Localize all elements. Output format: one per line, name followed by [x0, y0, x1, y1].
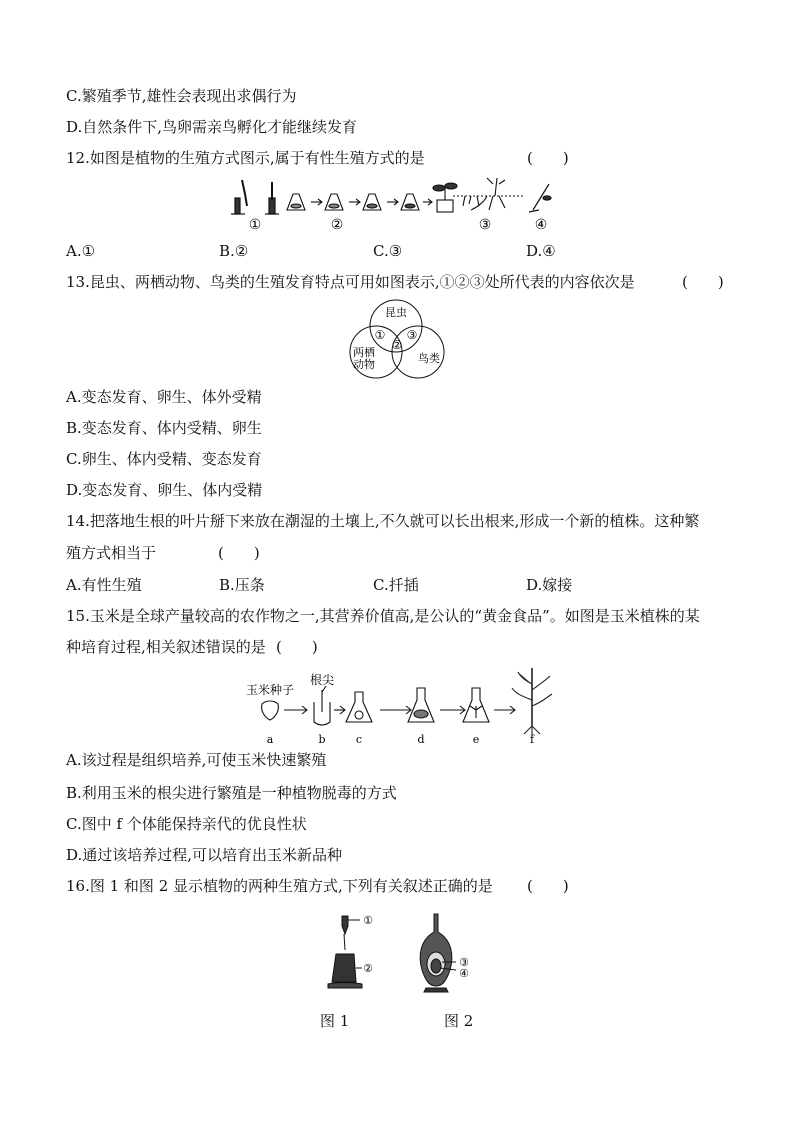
q14-option-b: B.压条: [219, 576, 265, 594]
q13-option-d: D.变态发育、卵生、体内受精: [66, 481, 263, 499]
q14-answer-paren: ( ): [218, 544, 260, 562]
q12-figure: [225, 176, 565, 234]
q16-figure-2: [412, 912, 476, 996]
q15-option-d: D.通过该培养过程,可以培育出玉米新品种: [66, 846, 343, 864]
q14-option-c: C.扦插: [373, 576, 419, 594]
q13-option-b: B.变态发育、体内受精、卵生: [66, 419, 262, 437]
q16-scion: [342, 916, 348, 934]
q12-fig3-layering: [453, 178, 525, 210]
q12-stem: 12.如图是植物的生殖方式图示,属于有性生殖方式的是: [66, 149, 425, 167]
q12-fig1-grafting: [231, 180, 279, 214]
q12-fig-label-4: ④: [534, 217, 548, 233]
q15-answer-paren: ( ): [276, 638, 318, 656]
q15-figure: [240, 664, 560, 746]
q16-marker-2: ②: [363, 962, 373, 975]
q16-caption-fig2: 图 2: [444, 1012, 474, 1030]
q12-option-a: A.①: [66, 242, 96, 260]
q11-option-d: D.自然条件下,鸟卵需亲鸟孵化才能继续发育: [66, 118, 358, 136]
q15-step-a: a: [266, 733, 274, 746]
venn-amphibians-1: 两栖: [353, 346, 375, 359]
q16-marker-3: ③: [459, 956, 469, 969]
q16-marker-1: ①: [363, 914, 373, 927]
q14-stem-line1: 14.把落地生根的叶片掰下来放在潮湿的土壤上,不久就可以长出根来,形成一个新的植株。这种繁: [66, 512, 700, 530]
q12-fig2-tissue-culture: [287, 183, 457, 212]
venn-region-1: ①: [374, 328, 386, 342]
q15-root-tip-label: 根尖: [309, 673, 335, 687]
q12-option-b: B.②: [219, 242, 249, 260]
q15-step-c: c: [355, 733, 363, 746]
q15-stem-line2: 种培育过程,相关叙述错误的是: [66, 638, 266, 656]
q16-marker-4: ④: [459, 967, 469, 980]
venn-insects: 昆虫: [385, 306, 407, 319]
q15-corn-plant: [512, 668, 552, 736]
q12-option-d: D.④: [526, 242, 556, 260]
venn-region-3: ③: [406, 328, 418, 342]
q15-step-e: e: [472, 733, 480, 746]
q15-step-b: b: [318, 733, 326, 746]
q15-option-a: A.该过程是组织培养,可使玉米快速繁殖: [66, 751, 327, 769]
q16-figure-1: [318, 912, 378, 996]
q16-rootstock: [332, 954, 356, 982]
q15-corn-seed: [262, 701, 279, 720]
q14-option-a: A.有性生殖: [66, 576, 142, 594]
q12-fig-label-2: ②: [330, 217, 344, 233]
q16-stem: 16.图 1 和图 2 显示植物的两种生殖方式,下列有关叙述正确的是: [66, 877, 493, 895]
q15-flask-c: [346, 692, 372, 722]
q13-option-c: C.卵生、体内受精、变态发育: [66, 450, 262, 468]
q12-answer-paren: ( ): [527, 149, 569, 167]
q13-stem: 13.昆虫、两栖动物、鸟类的生殖发育特点可用如图表示,①②③处所代表的内容依次是: [66, 273, 635, 291]
q13-venn-diagram: [346, 298, 450, 380]
venn-region-2: ②: [391, 338, 403, 352]
venn-amphibians-2: 动物: [353, 358, 375, 371]
q12-fig-label-1: ①: [248, 217, 262, 233]
q12-fig4-cutting: [529, 184, 551, 212]
q15-step-f: f: [529, 733, 535, 746]
q12-option-c: C.③: [373, 242, 403, 260]
venn-birds: 鸟类: [418, 352, 440, 365]
q14-option-d: D.嫁接: [526, 576, 573, 594]
q15-step-d: d: [417, 733, 425, 746]
q16-caption-fig1: 图 1: [320, 1012, 350, 1030]
q15-option-b: B.利用玉米的根尖进行繁殖是一种植物脱毒的方式: [66, 784, 397, 802]
q11-option-c: C.繁殖季节,雄性会表现出求偶行为: [66, 87, 297, 105]
q13-option-a: A.变态发育、卵生、体外受精: [66, 388, 262, 406]
q15-seed-label: 玉米种子: [245, 683, 295, 697]
q16-answer-paren: ( ): [527, 877, 569, 895]
q13-answer-paren: ( ): [682, 273, 724, 291]
q14-stem-line2: 殖方式相当于: [66, 544, 157, 562]
q15-stem-line1: 15.玉米是全球产量较高的农作物之一,其营养价值高,是公认的“黄金食品”。如图是玉米植株的某: [66, 607, 700, 625]
q15-option-c: C.图中 f 个体能保持亲代的优良性状: [66, 815, 307, 833]
q12-fig-label-3: ③: [478, 217, 492, 233]
